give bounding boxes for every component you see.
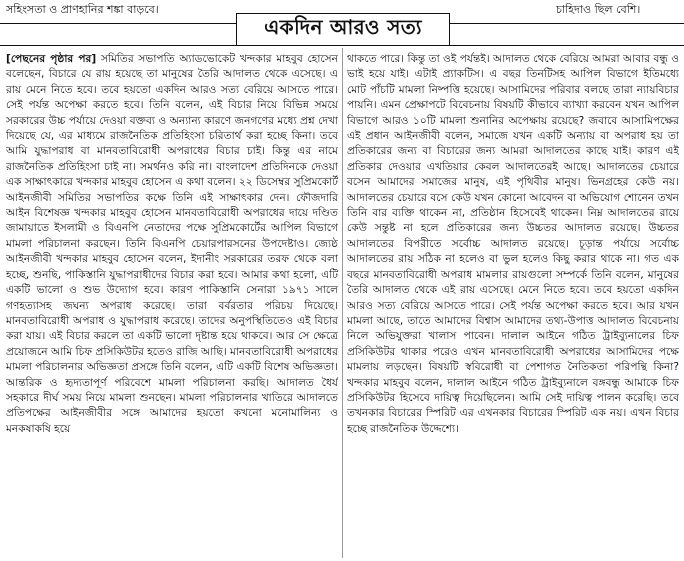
article-text-right: থাকতে পারে। কিন্তু তা ওই পর্যন্তই। আদালত থেকে বেরিয়ে আমরা আবার বন্ধু ও ভাই হয়ে যাই। এটাই প্র্যাকটিস। এ বছর তিনটিসহ আপিল বিভাগে ইতিমধ্যে মোট পাঁচটি মামলা নিষ্পত্তি হয়েছে। আসামিদের পরিবার বলছে তারা ন্যায়বিচার পায়নি। এমন প্রেক্ষাপটে বিবেচনায় বিষয়টি কীভাবে ব্যাখ্যা করবেন যখন আপিল বিভাগে আরও ১০টি মামলা শুনানির অপেক্ষায় রয়েছে? জবাবে আসামিপক্ষের এই প্রধান আইনজীবী বলেন, সমাজে যখন একটি অন্যায় বা অপরাধ হয় তা প্রতিকারের জন্য বা বিচারের জন্য আমরা আদালতের কাছে যাই। কারণ এই প্রতিকার দেওয়ার এখতিয়ার কেবল আদালতেরই আছে। আদালতের চেয়ারে বসেন আমাদের সমাজের মানুষ, এই পৃথিবীর মানুষ। ভিনগ্রহের কেউ নয়। আদালতের চেয়ারে বসে কেউ যখন কোনো আবেদন বা অভিযোগ শোনেন তখন তিনি বার ব্যক্তি থাকেন না, প্রতিষ্ঠান হিসেবেই থাকেন। নিম্ন আদালতের রায়ে কেউ সন্তুষ্ট না হলে প্রতিকারের জন্য উচ্চতর আদালত রয়েছে। উচ্চতর আদালতের বিপরীতে সর্বোচ্চ আদালত রয়েছে। চূড়ান্ত পর্যায়ে সর্বোচ্চ আদালতের রায় সঠিক না হলেও বা ভুল হলেও কিছু করার থাকে না। গত এক বছরে মানবতাবিরোধী অপরাধ মামলার রায়গুলো সম্পর্কে তিনি বলেন, মানুষের তৈরি আদালত থেকে এই রায় এসেছে। মেনে নিতে হবে। তবে হয়তো একদিন আরও সত্য বেরিয়ে আসতে পারে। সেই পর্যন্ত অপেক্ষা করতে হবে। আর যখন মামলা আছে, তাতে আমাদের বিশ্বাস আমাদের তথ্য-উপাত্ত আদালত বিবেচনায় নিলে অভিযুক্তরা খালাস পাবেন। দালাল আইনে গঠিত ট্রাইব্যুনালের চিফ প্রসিকিউটর থাকার পরেও এখন মানবতাবিরোধী অপরাধের আসামিদের পক্ষে মামলায় লড়ছেন। বিষয়টি স্ববিরোধী বা পেশাগত নৈতিকতা পরিপন্থি কিনা? খন্দকার মাহবুব বলেন, দালাল আইনে গঠিত ট্রাইব্যুনালে বঙ্গবন্ধু আমাকে চিফ প্রসিকিউটর হিসেবে দায়িত্ব দিয়েছিলেন। আমি সেই দায়িত্ব পালন করেছি। তবে তখনকার বিচারের স্পিরিট এর এখনকার বিচারের স্পিরিট এক নয়। এখন বিচার হচ্ছে রাজনৈতিক উদ্দেশ্যে। [347, 53, 679, 435]
adjacent-article-tail: চাহিদাও ছিল বেশি। [556, 3, 641, 16]
headline: একদিন আরও সত্য [264, 15, 422, 39]
column-divider [342, 48, 343, 558]
continuation-marker: [পেছনের পৃষ্ঠার পর] [6, 53, 97, 65]
previous-article-tail: সহিংসতা ও প্রাণহানির শঙ্কা বাড়বে। [6, 3, 159, 16]
article-column-left [6, 52, 338, 557]
article-column-right [347, 52, 679, 557]
headline-box [236, 13, 450, 46]
article-text-left: সমিতির সভাপতি অ্যাডভোকেট খন্দকার মাহবুব হোসেন বলেছেন, বিচারে যে রায় হয়েছে তা মানুষের তৈরি আদালত থেকে এসেছে। এ রায় মেনে নিতে হবে। তবে হয়তো একদিন আরও সত্য বেরিয়ে আসতে পারে। সেই পর্যন্ত অপেক্ষা করতে হবে। তিনি বলেন, এই বিচার নিয়ে বিভিন্ন সময়ে সরকারের উচ্চ পর্যায়ে দেওয়া বক্তব্য ও অন্যান্য কারণে জনগণের মধ্যে প্রশ্ন দেখা দিয়েছে যে, এর মাধ্যমে রাজনৈতিক প্রতিহিংসা চরিতার্থ করা হচ্ছে কিনা। তবে আমি যুদ্ধাপরাধ বা মানবতাবিরোধী অপরাধের বিচার চাই। কিন্তু এর নামে রাজনৈতিক প্রতিহিংসা চাই না। সমর্থনও করি না। বাংলাদেশ প্রতিদিনকে দেওয়া এক সাক্ষাৎকারে খন্দকার মাহবুব হোসেন এ কথা বলেন। ২২ ডিসেম্বর সুপ্রিমকোর্ট আইনজীবী সমিতির সভাপতির কক্ষে তিনি এই সাক্ষাৎকার দেন। ফৌজদারি আইন বিশেষজ্ঞ খন্দকার মাহবুব হোসেন মানবতাবিরোধী অপরাধের দায়ে দণ্ডিত জামায়াতে ইসলামী ও বিএনপি নেতাদের পক্ষে সুপ্রিমকোর্টের আপিল বিভাগে মামলা পরিচালনা করছেন। তিনি বিএনপি চেয়ারপারসনের উপদেষ্টাও। জ্যেষ্ঠ আইনজীবী খন্দকার মাহবুব হোসেন বলেন, ইদানীং সরকারের তরফ থেকে বলা হচ্ছে, শুনছি, পাকিস্তানি যুদ্ধাপরাধীদের বিচার করা হবে। আমার কথা হলো, এটি একটি ভালো ও শুভ উদ্যোগ হবে। কারণ পাকিস্তানি সেনারা ১৯৭১ সালে গণহত্যাসহ জঘন্য অপরাধ করেছে। তারা বর্বরতার পরিচয় দিয়েছে। মানবতাবিরোধী অপরাধ ও যুদ্ধাপরাধ করেছে। তাদের অনুপস্থিতিতেও এই বিচার করা যায়। এই বিচার করলে তা একটি ভালো দৃষ্টান্ত হয়ে থাকবে। আর সে ক্ষেত্রে প্রয়োজনে আমি চিফ প্রসিকিউটর হতেও রাজি আছি। মানবতাবিরোধী অপরাধের মামলা পরিচালনার অভিজ্ঞতা প্রসঙ্গে তিনি বলেন, এটি একটি বিশেষ অভিজ্ঞতা। আন্তরিক ও হৃদ্যতাপূর্ণ পরিবেশে মামলা পরিচালনা করছি। আদালত ধৈর্য সহকারে দীর্ঘ সময় নিয়ে মামলা শুনছেন। মামলা পরিচালনার খাতিরে আদালতে প্রতিপক্ষের আইনজীবীর সঙ্গে আমাদের হয়তো কখনো মনোমালিন্য ও মনকষাকষি হয়ে [6, 53, 338, 435]
